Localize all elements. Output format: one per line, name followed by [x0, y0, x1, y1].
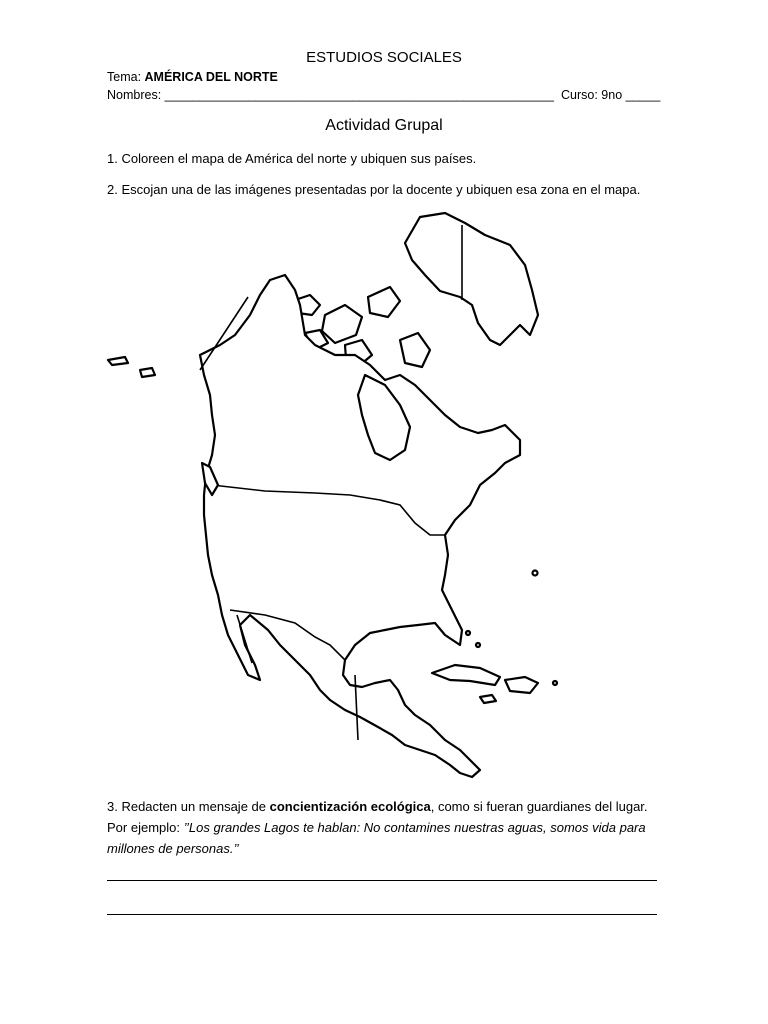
q3-intro: 3. Redacten un mensaje de	[107, 799, 270, 814]
curso-line[interactable]: Curso: 9no _____	[561, 88, 661, 102]
question-2: 2. Escojan una de las imágenes presentadas por la docente y ubiquen esa zona en el mapa.	[107, 182, 641, 197]
aleutian-1	[108, 357, 128, 365]
jamaica-shape	[480, 695, 496, 703]
q3-bold: concientización ecológica	[269, 799, 431, 814]
island-dot-1	[533, 571, 538, 576]
question-1: 1. Coloreen el mapa de América del norte y ubiquen sus países.	[107, 151, 477, 166]
cuba-shape	[432, 665, 500, 685]
nombres-line[interactable]: Nombres: ________________________________________________________	[107, 88, 554, 102]
island-dot-6	[553, 681, 557, 685]
answer-line-2[interactable]	[107, 914, 657, 915]
island-dot-3	[476, 643, 480, 647]
q3-example: ’’Los grandes Lagos te hablan: No contamines nuestras aguas, somos vida para millones de personas.’’	[107, 820, 646, 856]
tema-label: Tema:	[107, 70, 145, 84]
aleutian-2	[140, 368, 155, 377]
arctic-island-2	[322, 305, 362, 343]
north-america-map-icon	[100, 205, 570, 785]
greenland-shape	[405, 213, 538, 345]
tema-line	[107, 70, 278, 84]
answer-line-1[interactable]	[107, 880, 657, 881]
q3-rest: , como si fueran guardianes del lugar. Por ejemplo:	[107, 799, 648, 835]
island-dot-2	[466, 631, 470, 635]
question-3	[107, 796, 667, 859]
activity-title: Actividad Grupal	[325, 117, 443, 134]
arctic-island-4	[400, 333, 430, 367]
arctic-island-3	[368, 287, 400, 317]
tema-value: AMÉRICA DEL NORTE	[144, 70, 278, 84]
page-title: ESTUDIOS SOCIALES	[306, 49, 462, 66]
hispaniola-shape	[505, 677, 538, 693]
